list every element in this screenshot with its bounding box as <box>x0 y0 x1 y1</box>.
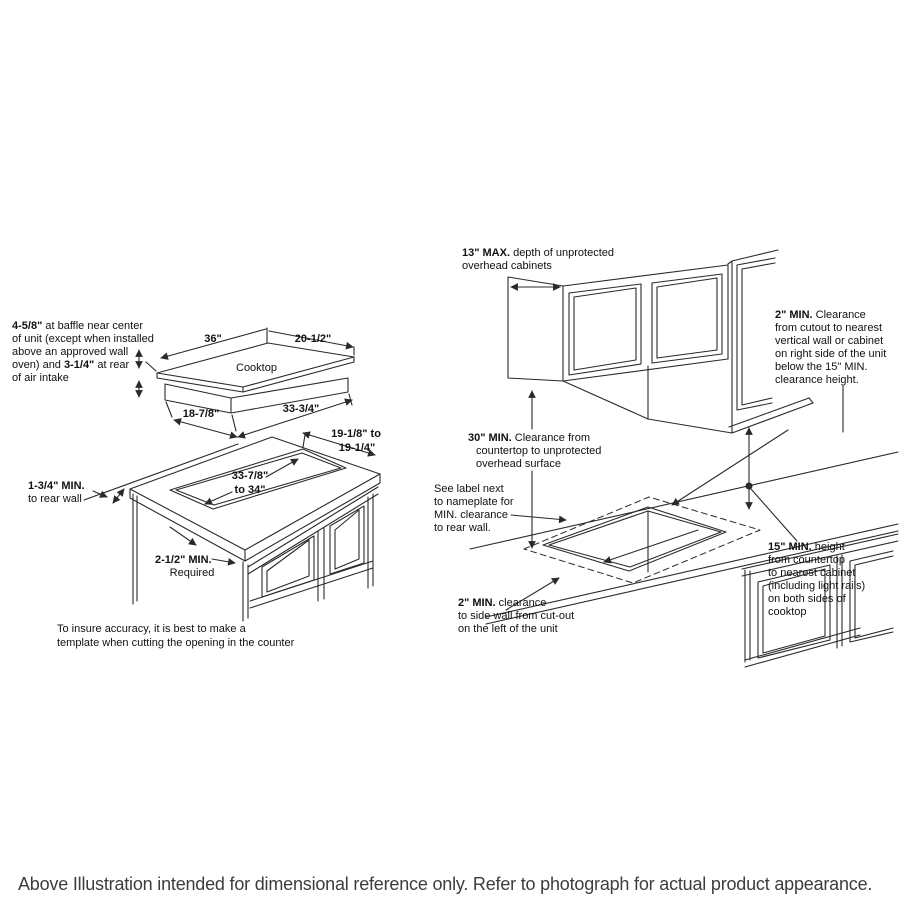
svg-text:to side wall from cut-out: to side wall from cut-out <box>458 610 575 622</box>
svg-text:MIN. clearance: MIN. clearance <box>434 509 508 521</box>
svg-text:from countertop: from countertop <box>768 554 846 566</box>
svg-text:Required: Required <box>169 567 215 579</box>
rear-wall-note <box>28 480 85 505</box>
svg-text:to rear wall: to rear wall <box>28 493 82 505</box>
front-clearance-note <box>155 554 214 579</box>
see-label-note <box>434 483 514 534</box>
dim-19-label-1: 19-1/8" to <box>331 428 381 440</box>
caption: Above Illustration intended for dimensional reference only. Refer to photograph for actual product appearance. <box>18 874 873 894</box>
baffle-note <box>12 320 154 384</box>
left-installation-diagram <box>0 300 440 670</box>
svg-text:2" MIN. clearance: 2" MIN. clearance <box>458 597 547 609</box>
svg-text:cooktop: cooktop <box>768 606 807 618</box>
svg-text:2" MIN. Clearance: 2" MIN. Clearance <box>775 309 866 321</box>
dim-19-label-2: 19-1/4" <box>338 442 376 454</box>
min2-left-note <box>458 597 574 635</box>
template-note <box>57 623 295 649</box>
svg-text:above an approved wall: above an approved wall <box>12 346 129 358</box>
svg-text:15" MIN. height: 15" MIN. height <box>768 541 845 553</box>
right-installation-diagram <box>430 230 900 690</box>
svg-text:See label next: See label next <box>434 483 504 495</box>
svg-text:clearance height.: clearance height. <box>775 374 859 386</box>
svg-text:of unit (except when installed: of unit (except when installed <box>12 333 154 345</box>
counter-cutout-drawing <box>84 437 380 621</box>
svg-text:vertical wall or cabinet: vertical wall or cabinet <box>775 335 884 347</box>
dim-cutout-label-1: 33-7/8" <box>231 470 269 482</box>
svg-text:on both sides of: on both sides of <box>768 593 846 605</box>
svg-text:13" MAX. depth of unprotected: 13" MAX. depth of unprotected <box>462 247 614 259</box>
dimension-point <box>746 483 753 490</box>
cooktop-drawing <box>157 343 354 413</box>
svg-text:oven) and 3-1/4" at rear: oven) and 3-1/4" at rear <box>12 359 130 371</box>
cooktop-label: Cooktop <box>236 362 277 374</box>
svg-text:to nameplate for: to nameplate for <box>434 496 514 508</box>
dim-36-label: 36" <box>204 333 222 345</box>
svg-text:on the left of the unit: on the left of the unit <box>458 623 558 635</box>
svg-text:countertop to unprotected: countertop to unprotected <box>476 445 602 457</box>
counter-dimensions <box>93 433 375 563</box>
svg-text:2-1/2" MIN.: 2-1/2" MIN. <box>155 554 212 566</box>
overhead-cabinet-drawing <box>508 265 728 381</box>
dim-33-3-4-label: 33-3/4" <box>282 403 320 415</box>
max13-note <box>462 247 614 272</box>
svg-text:overhead surface: overhead surface <box>476 458 561 470</box>
svg-text:1-3/4" MIN.: 1-3/4" MIN. <box>28 480 85 492</box>
svg-text:4-5/8" at baffle near center: 4-5/8" at baffle near center <box>12 320 143 332</box>
svg-text:template when cutting the open: template when cutting the opening in the counter <box>57 637 295 649</box>
svg-text:to nearest cabinet: to nearest cabinet <box>768 567 856 579</box>
dim-18-7-8-label: 18-7/8" <box>182 408 220 420</box>
svg-text:30" MIN. Clearance from: 30" MIN. Clearance from <box>468 432 590 444</box>
svg-text:(including light rails): (including light rails) <box>768 580 866 592</box>
svg-text:To insure accuracy, it is best: To insure accuracy, it is best to make a <box>57 623 246 635</box>
svg-text:to rear wall.: to rear wall. <box>434 522 491 534</box>
svg-text:from cutout to nearest: from cutout to nearest <box>775 322 882 334</box>
min15-note <box>768 541 865 618</box>
dim-cutout-label-2: to 34" <box>234 484 266 496</box>
svg-text:below the 15" MIN.: below the 15" MIN. <box>775 361 868 373</box>
dim-20-1-2-label: 20-1/2" <box>294 333 332 345</box>
svg-text:overhead cabinets: overhead cabinets <box>462 260 552 272</box>
svg-text:on right side of the unit: on right side of the unit <box>775 348 887 360</box>
min2-right-note <box>775 309 886 386</box>
min30-note <box>468 432 601 470</box>
svg-text:of air intake: of air intake <box>12 372 69 384</box>
